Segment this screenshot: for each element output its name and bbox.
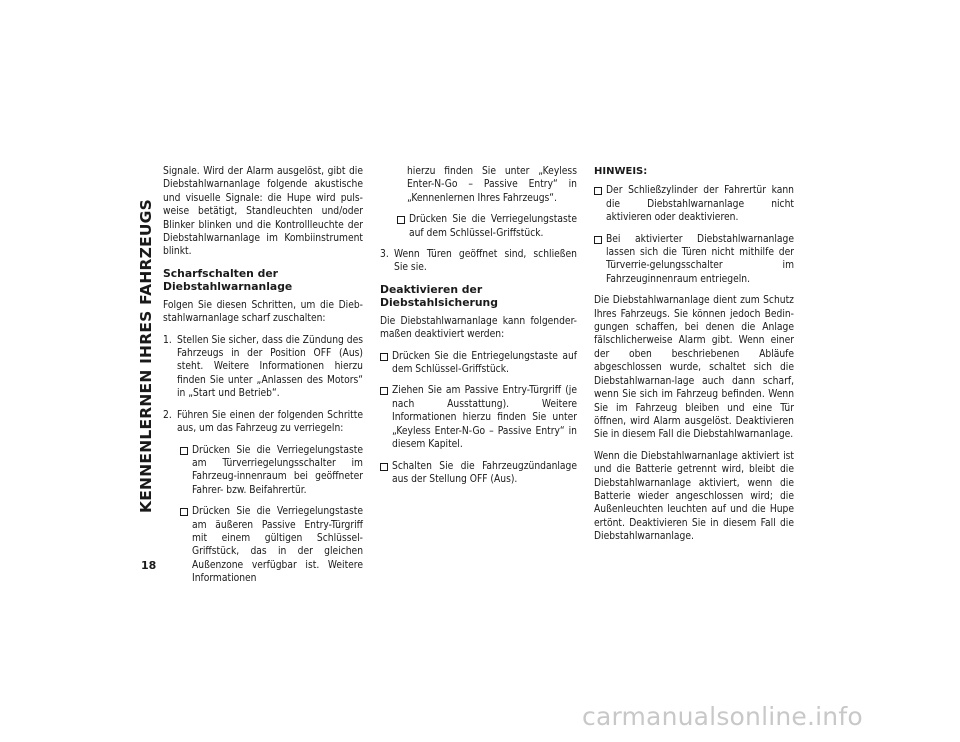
- bullet: [380, 350, 577, 377]
- step-3: [380, 248, 577, 275]
- bullet-text: Drücken Sie die Verriegelungstaste am äußeren Passive Entry-Türgriff mit einem gültigen Schlüssel-Griffstück, das in der gleichen Außenzone verfügbar ist. Weitere Informationen: [192, 506, 363, 585]
- section-heading-arm: Scharfschalten der Diebstahlwarnanlage: [163, 266, 293, 293]
- body-paragraph: Die Diebstahlwarnanlage dient zum Schutz Ihres Fahrzeugs. Sie können jedoch Bedin-gungen schaffen, bei denen die Anlage fälschlicherweise Alarm gibt. Wenn einer der oben beschriebenen Abläufe abgeschlossen wurde, schaltet sich die Diebstahlwarnan-lage auch dann scharf, wenn Sie sich im Fahrzeug befinden. Wenn Sie im Fahrzeug bleiben und eine Tür öffnen, wird Alarm ausgelöst. Deaktivieren Sie in diesem Fall die Diebstahlwarnanlage.: [594, 295, 794, 441]
- checkbox-bullet-icon: [594, 187, 602, 195]
- step-2: [163, 409, 363, 436]
- chapter-side-tab: [136, 161, 156, 551]
- checkbox-bullet-icon: [380, 463, 388, 471]
- note-label: HINWEIS:: [594, 166, 648, 177]
- lead-paragraph: Folgen Sie diesen Schritten, um die Dieb-stahlwarnanlage scharf zuschalten:: [163, 299, 363, 325]
- column-2: [380, 165, 577, 494]
- bullet: [380, 460, 577, 487]
- continued-text: hierzu finden Sie unter „Keyless Enter-N-Go – Passive Entry“ in „Kennenlernen Ihres Fahrzeugs“.: [407, 166, 577, 204]
- step-number: 3.: [380, 249, 389, 261]
- sub-bullet: [397, 213, 577, 240]
- body-paragraph: Wenn die Diebstahlwarnanlage aktiviert ist und die Batterie getrennt wird, bleibt die Diebstahlwarnanlage aktiviert, wenn die Batterie wieder angeschlossen wird; die Außenleuchten leuchten auf und die Hupe ertönt. Deaktivieren Sie in diesem Fall die Diebstahlwarnanlage.: [594, 450, 794, 543]
- bullet: [380, 384, 577, 451]
- column-1: [163, 165, 363, 594]
- step-1: [163, 334, 363, 401]
- step-text: Führen Sie einen der folgenden Schritte aus, um das Fahrzeug zu verriegeln:: [177, 409, 363, 435]
- checkbox-bullet-icon: [594, 236, 602, 244]
- bullet-text: Der Schließzylinder der Fahrertür kann die Diebstahlwarnanlage nicht aktivieren oder deaktivieren.: [606, 185, 794, 224]
- section-heading-disarm: Deaktivieren der Diebstahlsicherung: [380, 282, 498, 309]
- lead-paragraph: Die Diebstahlwarnanlage kann folgender-maßen deaktiviert werden:: [380, 315, 577, 341]
- checkbox-bullet-icon: [180, 447, 188, 455]
- sub-bullet: [180, 505, 363, 585]
- column-3: [594, 165, 794, 552]
- step-number: 2.: [163, 409, 172, 421]
- step-text: Wenn Türen geöffnet sind, schließen Sie sie.: [394, 249, 577, 274]
- bullet-text: Drücken Sie die Verriegelungstaste auf dem Schlüssel-Griffstück.: [409, 214, 577, 239]
- bullet-text: Schalten Sie die Fahrzeugzündanlage aus der Stellung OFF (Aus).: [392, 460, 577, 485]
- step-text: Stellen Sie sicher, dass die Zündung des Fahrzeugs in der Position OFF (Aus) steht. Weitere Informationen hierzu finden Sie unter „Anlassen des Motors“ in „Start und Betrieb“.: [177, 334, 363, 400]
- bullet-text: Drücken Sie die Verriegelungstaste am Türverriegelungsschalter im Fahrzeug-innenraum bei geöffneter Fahrer- bzw. Beifahrertür.: [192, 444, 363, 496]
- checkbox-bullet-icon: [380, 353, 388, 361]
- checkbox-bullet-icon: [180, 508, 188, 516]
- note-bullet: [594, 184, 794, 224]
- note-bullet: [594, 233, 794, 287]
- step-number: 1.: [163, 334, 172, 346]
- bullet-text: Bei aktivierter Diebstahlwarnanlage lassen sich die Türen nicht mithilfe der Türverrie-gelungsschalter im Fahrzeuginnenraum entriegeln.: [606, 233, 794, 285]
- sub-bullet: [180, 444, 363, 498]
- bullet-text: Ziehen Sie am Passive Entry-Türgriff (je nach Ausstattung). Weitere Informationen hierzu finden Sie unter „Keyless Enter-N-Go – Passive Entry“ in diesem Kapitel.: [392, 385, 577, 451]
- chapter-title: KENNENLERNEN IHRES FAHRZEUGS: [137, 199, 155, 513]
- checkbox-bullet-icon: [380, 387, 388, 395]
- intro-paragraph: Signale. Wird der Alarm ausgelöst, gibt die Diebstahlwarnanlage folgende akustische und visuelle Signale: die Hupe wird puls-weise betätigt, Standleuchten und/oder Blinker blinken und die Kontrollleuchte der Diebstahlwarnanlage im Kombiinstrument blinkt.: [163, 166, 363, 258]
- page-number: 18: [141, 559, 157, 572]
- checkbox-bullet-icon: [397, 216, 405, 224]
- bullet-text: Drücken Sie die Entriegelungstaste auf dem Schlüssel-Griffstück.: [392, 350, 577, 376]
- watermark: carmanualsonline.info: [582, 702, 863, 731]
